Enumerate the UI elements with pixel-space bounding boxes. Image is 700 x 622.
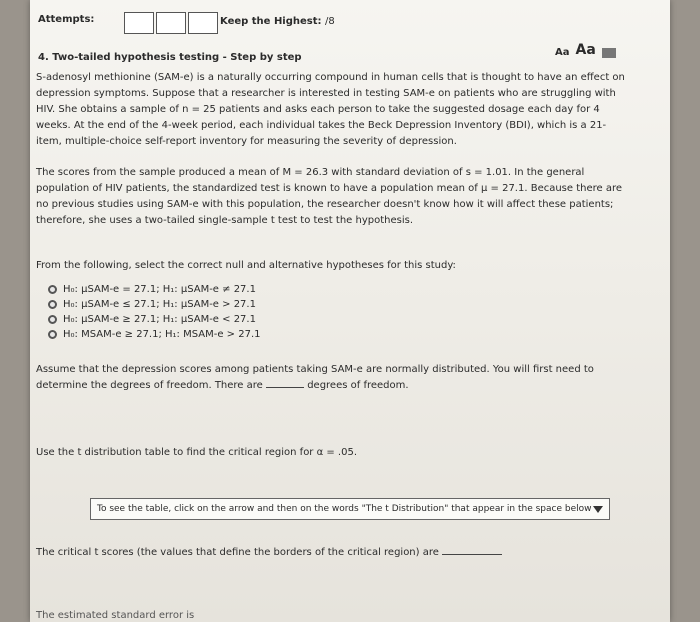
option-2[interactable] — [48, 297, 261, 312]
hypothesis-prompt: From the following, select the correct null and alternative hypotheses for this study: — [36, 260, 456, 271]
attempt-box-1 — [124, 12, 154, 34]
option-4[interactable] — [48, 327, 261, 342]
radio-button[interactable] — [48, 330, 57, 339]
standard-error-text: The estimated standard error is — [36, 610, 195, 621]
option-label: H₀: MSAM-e ≥ 27.1; H₁: MSAM-e > 27.1 — [63, 329, 261, 340]
t-distribution-dropdown[interactable] — [90, 498, 610, 520]
dropdown-label: To see the table, click on the arrow and then on the words "The t Distribution" that appear in the space below — [97, 504, 592, 514]
df-paragraph — [36, 362, 626, 394]
df-answer-blank[interactable] — [266, 387, 304, 388]
df-text-1: Assume that the depression scores among patients taking SAM-e are normally distributed. You will first need to determine the degrees of freedom. There are — [36, 364, 594, 391]
option-3[interactable] — [48, 312, 261, 327]
dropdown-arrow-icon[interactable] — [593, 506, 603, 513]
radio-button[interactable] — [48, 315, 57, 324]
critical-paragraph — [36, 545, 626, 561]
radio-button[interactable] — [48, 285, 57, 294]
attempt-box-2 — [156, 12, 186, 34]
attempts-label: Attempts: — [38, 14, 95, 25]
keep-highest-label: Keep the Highest: — [220, 16, 322, 27]
font-size-controls — [555, 42, 616, 58]
problem-paragraph-1: S-adenosyl methionine (SAM-e) is a naturally occurring compound in human cells that is thought to have an effect on depression symptoms. Suppose that a researcher is interested in testing SAM-e on patients who are struggling with HIV. She obtains a sample of n = 25 patients and asks each person to take the suggested dosage each day for 4 weeks. At the end of the 4-week period, each individual takes the Beck Depression Inventory (BDI), which is a 21-item, multiple-choice self-report inventory for measuring the severity of depression. — [36, 72, 625, 147]
problem-paragraph-2: The scores from the sample produced a mean of M = 26.3 with standard deviation of s = 1.01. In the general population of HIV patients, the standardized test is known to have a population mean of μ = 27.1. Because there are no previous studies using SAM-e with this population, the researcher doesn't know how it will affect these patients; therefore, she uses a two-tailed single-sample t test to test the hypothesis. — [36, 167, 623, 226]
font-small-button[interactable]: Aa — [555, 47, 570, 58]
keep-highest — [220, 16, 335, 27]
option-label: H₀: μSAM-e ≤ 27.1; H₁: μSAM-e > 27.1 — [63, 299, 256, 310]
df-text-2: degrees of freedom. — [307, 380, 409, 391]
attempt-box-3 — [188, 12, 218, 34]
option-1[interactable] — [48, 282, 261, 297]
font-large-button[interactable]: Aa — [575, 42, 596, 58]
question-title: 4. Two-tailed hypothesis testing - Step by step — [38, 52, 302, 63]
keep-highest-score: /8 — [325, 16, 335, 27]
option-label: H₀: μSAM-e = 27.1; H₁: μSAM-e ≠ 27.1 — [63, 284, 256, 295]
radio-button[interactable] — [48, 300, 57, 309]
critical-answer-blank[interactable] — [442, 554, 502, 555]
print-icon[interactable] — [602, 48, 616, 58]
table-instruction: Use the t distribution table to find the critical region for α = .05. — [36, 447, 358, 458]
hypothesis-options — [48, 282, 261, 342]
critical-text: The critical t scores (the values that define the borders of the critical region) are — [36, 547, 439, 558]
option-label: H₀: μSAM-e ≥ 27.1; H₁: μSAM-e < 27.1 — [63, 314, 256, 325]
